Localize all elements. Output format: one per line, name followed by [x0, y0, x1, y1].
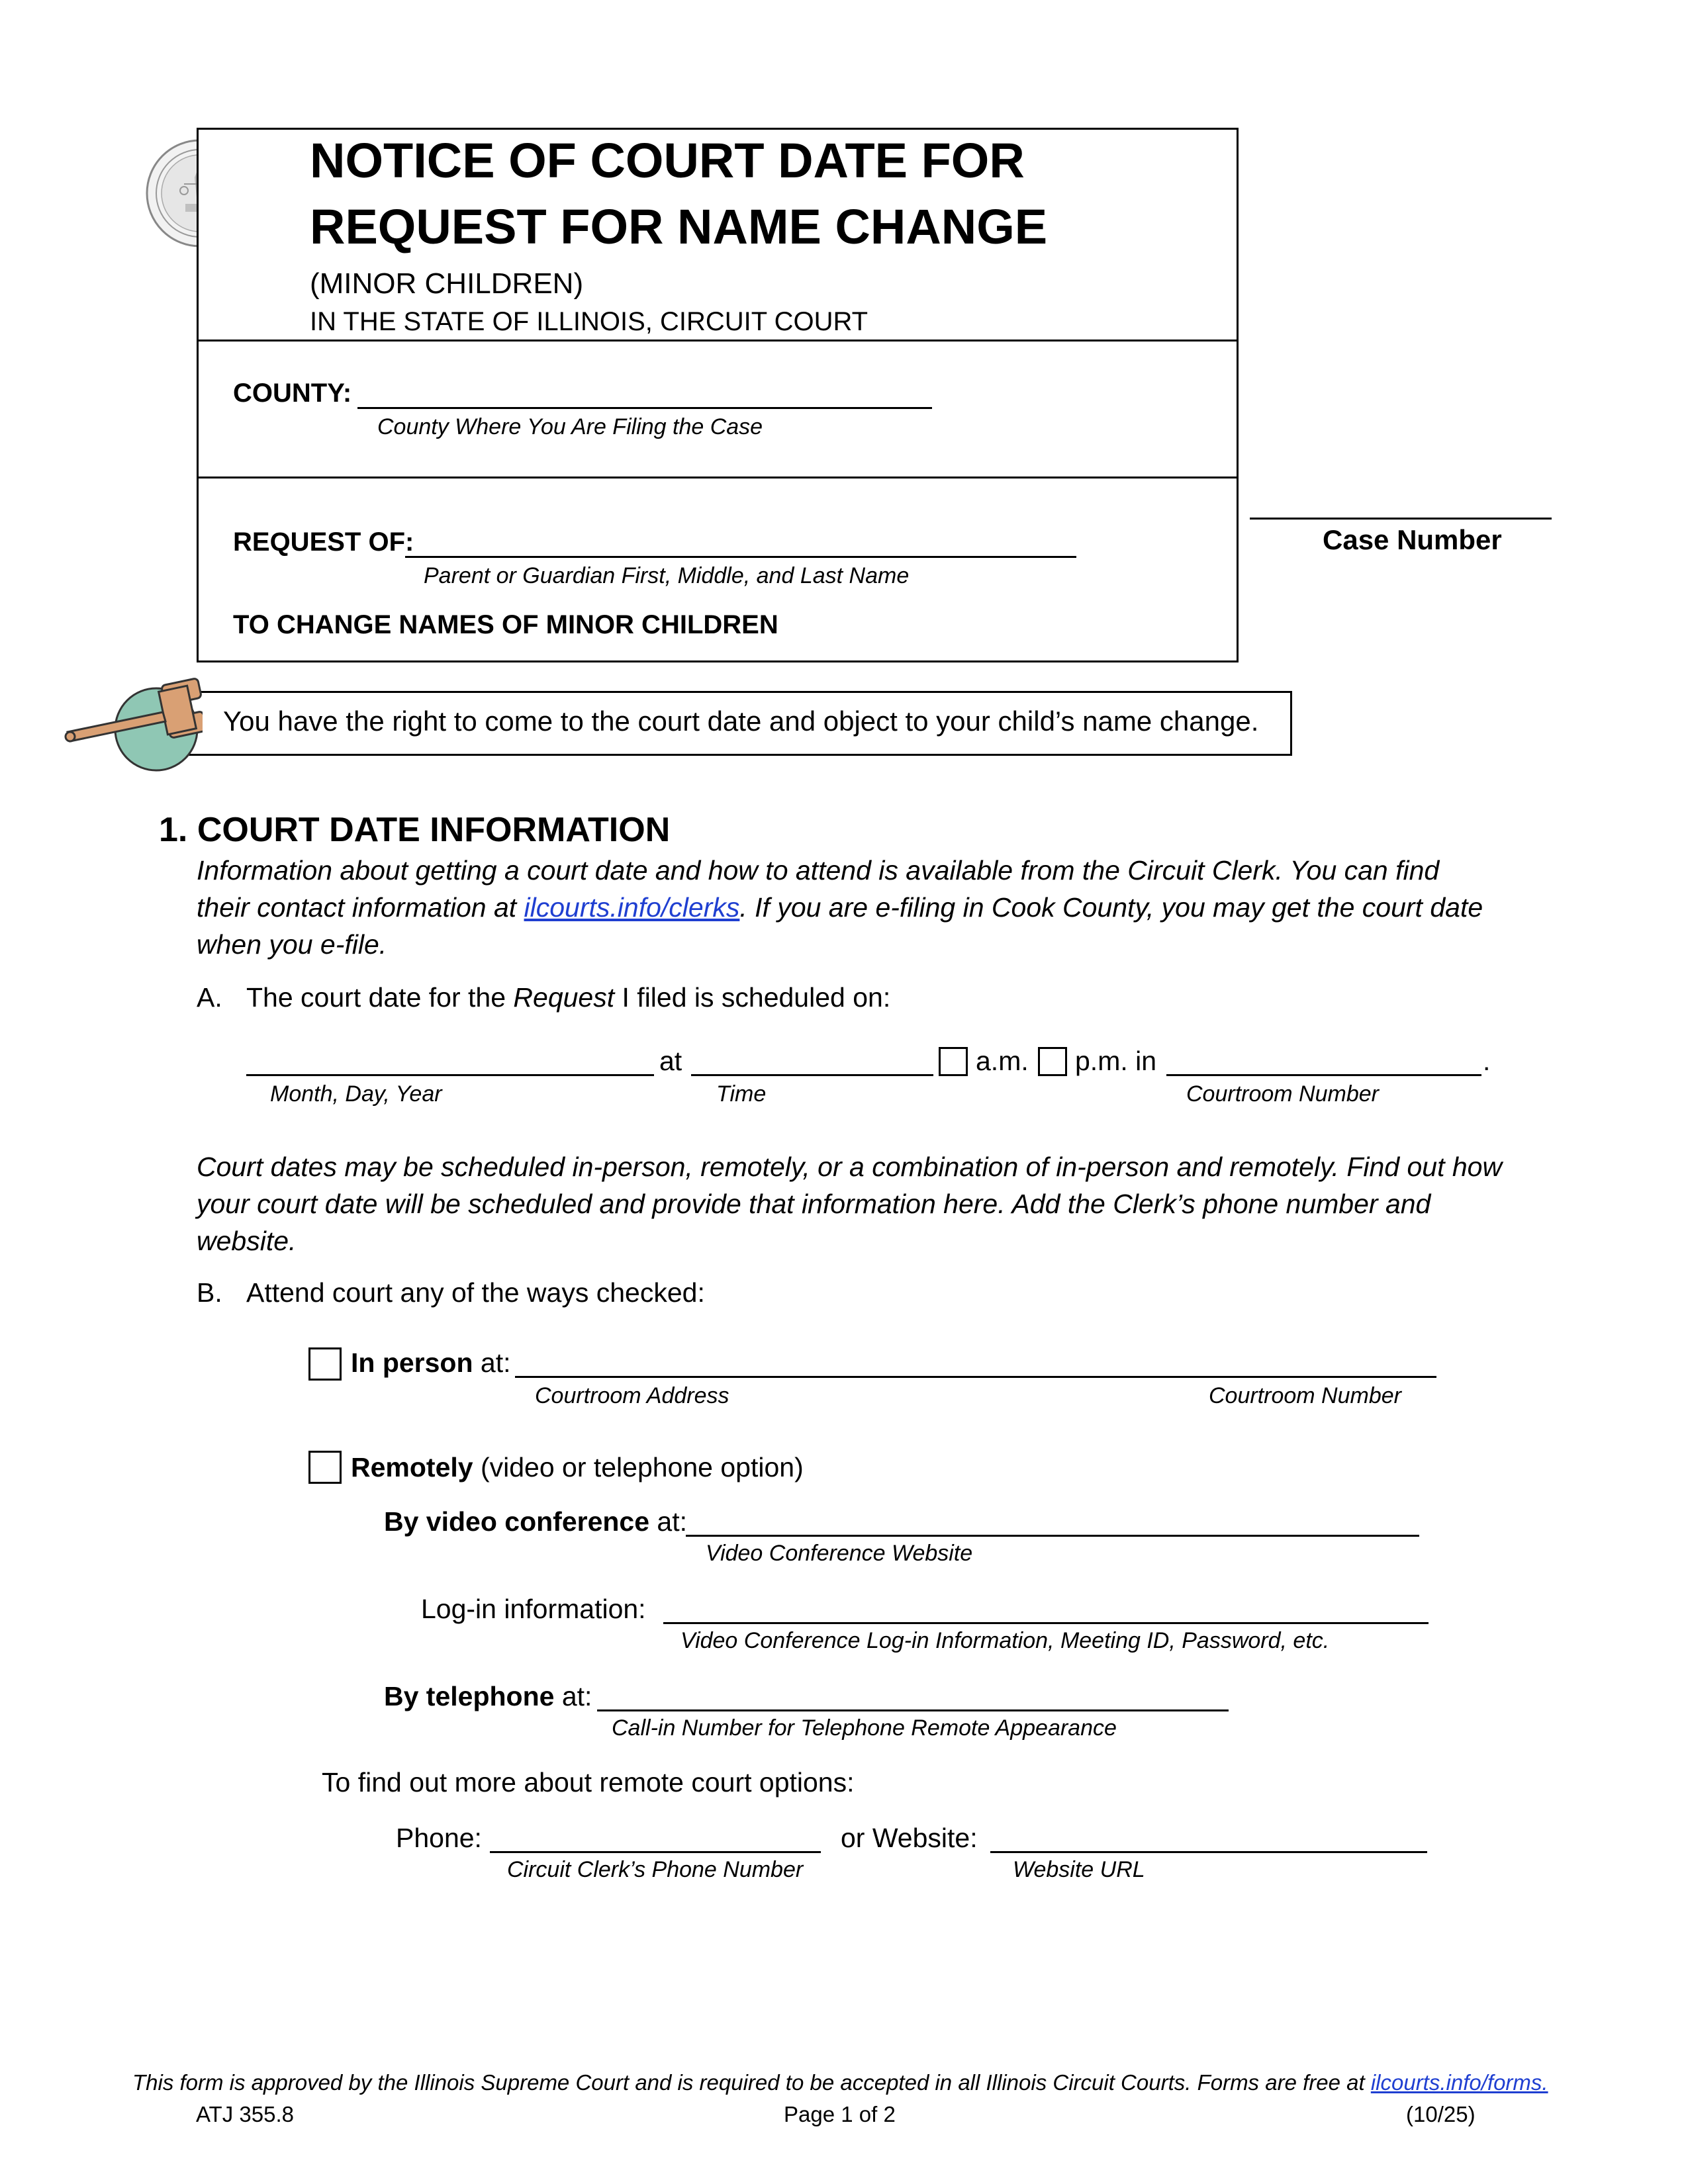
- case-number-label: Case Number: [1323, 524, 1502, 555]
- clerk-website-input[interactable]: [990, 1819, 1427, 1853]
- remotely-rest: (video or telephone option): [473, 1452, 804, 1482]
- form-version: (10/25): [1406, 2102, 1476, 2126]
- county-hint: County Where You Are Filing the Case: [377, 414, 763, 439]
- clerk-phone-input[interactable]: [490, 1819, 821, 1853]
- change-names-label: TO CHANGE NAMES OF MINOR CHILDREN: [233, 610, 778, 639]
- request-of-input[interactable]: [405, 523, 1076, 558]
- page-number: Page 1 of 2: [784, 2102, 896, 2126]
- remotely-checkbox[interactable]: [308, 1451, 342, 1484]
- caption-divider-2: [197, 477, 1239, 478]
- item-a-text-post: I filed is scheduled on:: [614, 982, 891, 1013]
- telephone-input[interactable]: [597, 1677, 1229, 1711]
- footer-approval-text: This form is approved by the Illinois Supreme Court and is required to be accepted in all Illinois Circuit Courts. Forms are free at: [132, 2070, 1371, 2095]
- pm-checkbox[interactable]: [1038, 1047, 1067, 1076]
- video-conference-label: [384, 1506, 687, 1537]
- more-info-text: To find out more about remote court options:: [322, 1767, 855, 1797]
- county-label: COUNTY:: [233, 379, 352, 408]
- county-input[interactable]: [357, 375, 932, 409]
- notice-banner-text: You have the right to come to the court date and object to your child’s name change.: [223, 705, 1259, 737]
- telephone-bold: By telephone: [384, 1681, 555, 1711]
- courtroom-number-input[interactable]: [1166, 1042, 1481, 1076]
- pm-in-label: p.m. in: [1075, 1046, 1157, 1076]
- time-hint: Time: [716, 1081, 767, 1107]
- in-person-rest: at:: [473, 1347, 511, 1378]
- website-url-hint: Website URL: [1013, 1857, 1145, 1882]
- form-title-line2: REQUEST FOR NAME CHANGE: [310, 199, 1048, 254]
- telephone-label: [384, 1681, 592, 1712]
- caption-divider-1: [197, 340, 1239, 341]
- video-conference-input[interactable]: [686, 1502, 1419, 1537]
- item-a-label: A.: [197, 982, 222, 1013]
- login-info-input[interactable]: [663, 1590, 1429, 1624]
- court-time-input[interactable]: [691, 1042, 933, 1076]
- in-person-address-input[interactable]: [515, 1343, 1436, 1378]
- period: .: [1483, 1046, 1491, 1076]
- form-id: ATJ 355.8: [196, 2102, 294, 2126]
- courtroom-number-hint: Courtroom Number: [1209, 1383, 1401, 1408]
- court-name: IN THE STATE OF ILLINOIS, CIRCUIT COURT: [310, 307, 868, 336]
- or-website-label: or Website:: [841, 1823, 978, 1853]
- video-conference-hint: Video Conference Website: [706, 1541, 973, 1566]
- date-hint: Month, Day, Year: [270, 1081, 442, 1107]
- video-bold: By video conference: [384, 1506, 650, 1537]
- form-subtitle: (MINOR CHILDREN): [310, 267, 584, 300]
- item-b-label: B.: [197, 1277, 222, 1308]
- intro-text-b: . If you are e-filing in Cook County, you may get the court date: [739, 892, 1483, 923]
- courtroom-hint: Courtroom Number: [1186, 1081, 1379, 1107]
- section-1-intro-line2: [197, 892, 1483, 923]
- item-a-text-em: Request: [513, 982, 615, 1013]
- forms-link[interactable]: ilcourts.info/forms.: [1370, 2070, 1548, 2095]
- login-info-label: Log-in information:: [421, 1594, 646, 1624]
- login-info-hint: Video Conference Log-in Information, Meeting ID, Password, etc.: [680, 1628, 1330, 1653]
- court-date-input[interactable]: [246, 1042, 654, 1076]
- in-person-label: [351, 1347, 511, 1379]
- case-number-input[interactable]: [1250, 488, 1552, 520]
- section-1-intro-line1: Information about getting a court date and how to attend is available from the Circuit Clerk. You can find: [197, 855, 1440, 886]
- item-a-text-pre: The court date for the: [246, 982, 514, 1013]
- section-1-heading: 1. COURT DATE INFORMATION: [159, 811, 671, 849]
- item-a-text: [246, 982, 890, 1013]
- at-label: at: [659, 1046, 682, 1076]
- phone-label: Phone:: [396, 1823, 482, 1853]
- remotely-label: [351, 1452, 804, 1483]
- gavel-icon: [64, 668, 203, 774]
- telephone-hint: Call-in Number for Telephone Remote Appearance: [612, 1715, 1117, 1741]
- clerk-phone-hint: Circuit Clerk’s Phone Number: [507, 1857, 804, 1882]
- request-of-label: REQUEST OF:: [233, 527, 414, 557]
- remotely-bold: Remotely: [351, 1452, 473, 1482]
- form-title-line1: NOTICE OF COURT DATE FOR: [310, 133, 1025, 188]
- video-rest: at:: [649, 1506, 688, 1537]
- intro-text-a: their contact information at: [197, 892, 524, 923]
- schedule-note-line1: Court dates may be scheduled in-person, remotely, or a combination of in-person and remotely. Find out how: [197, 1152, 1503, 1182]
- request-of-hint: Parent or Guardian First, Middle, and Last Name: [424, 563, 910, 588]
- in-person-bold: In person: [351, 1347, 473, 1378]
- in-person-checkbox[interactable]: [308, 1347, 342, 1381]
- courtroom-address-hint: Courtroom Address: [535, 1383, 729, 1408]
- am-label: a.m.: [976, 1046, 1029, 1076]
- clerks-link[interactable]: ilcourts.info/clerks: [524, 892, 740, 923]
- footer-approval: [132, 2070, 1548, 2095]
- schedule-note-line2: your court date will be scheduled and provide that information here. Add the Clerk’s phone number and: [197, 1189, 1431, 1219]
- am-checkbox[interactable]: [939, 1047, 968, 1076]
- telephone-rest: at:: [554, 1681, 592, 1711]
- section-1-intro-line3: when you e-file.: [197, 929, 387, 960]
- item-b-text: Attend court any of the ways checked:: [246, 1277, 705, 1308]
- schedule-note-line3: website.: [197, 1226, 297, 1256]
